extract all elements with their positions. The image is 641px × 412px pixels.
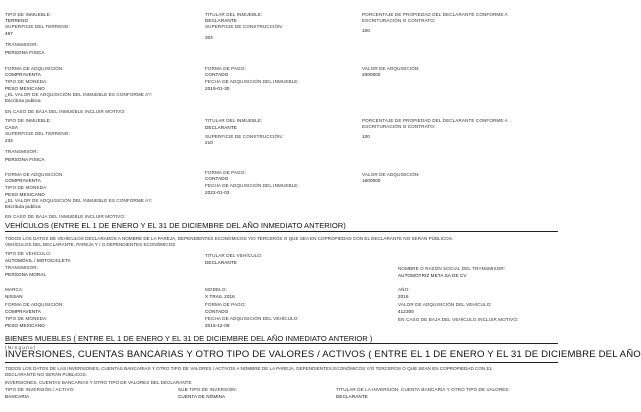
inmueble2-forma-pago-label: FORMA DE PAGO: <box>205 170 246 175</box>
inmueble1-valor-label: VALOR DE ADQUISICIÓN: <box>362 66 420 71</box>
vehiculo-titular: DECLARANTE <box>205 260 237 265</box>
inmueble2-conforme-label: ¿EL VALOR DE ADQUISICIÓN DEL INMUEBLE ES CONFORME A?: <box>5 198 153 203</box>
inmueble2-valor: 1600000 <box>362 178 381 183</box>
vehiculo-modelo-label: MODELO: <box>205 287 227 292</box>
inmueble1-sup-constr: 304 <box>205 35 213 40</box>
inmueble2-valor-label: VALOR DE ADQUISICIÓN: <box>362 172 420 177</box>
vehiculos-divider <box>5 231 558 232</box>
inmueble1-conforme-label: ¿EL VALOR DE ADQUISICIÓN DEL INMUEBLE ES CONFORME A?: <box>5 92 153 97</box>
vehiculo-razon-label: NOMBRE O RAZÓN SOCIAL DEL TRANSMISOR: <box>398 266 506 271</box>
vehiculo-fecha: 2016-12-09 <box>205 323 230 328</box>
inmueble1-sup-terreno: 467 <box>5 31 13 36</box>
vehiculos-privacy-note: TODOS LOS DATOS DE VEHÍCULOS DECLARADOS A NOMBRE DE LA PAREJA, DEPENDIENTES ECONÓMICOS Y/O TERCEROS O QUE SEA EN COPROPIEDAD CON EL DECLARANTE NO SERÁN PÚBLICOS. <box>5 236 454 241</box>
vehiculo-valor-label: VALOR DE ADQUISICIÓN DEL VEHÍCULO: <box>398 302 492 307</box>
vehiculo-anio: 2016 <box>398 294 409 299</box>
vehiculos-heading: VEHÍCULOS (ENTRE EL 1 DE ENERO Y EL 31 DE DICIEMBRE DEL AÑO INMEDIATO ANTERIOR) <box>5 221 346 230</box>
inmueble1-sup-constr-label: SUPERFICIE DE CONSTRUCCIÓN: <box>205 24 283 29</box>
inmueble1-transmisor: PERSONA FISICA <box>5 50 45 55</box>
inmueble2-baja-label: EN CASO DE BAJA DEL INMUEBLE INCLUIR MOTIVO: <box>5 214 126 219</box>
inmueble1-porc: 100 <box>362 28 370 33</box>
vehiculo-marca-label: MARCA: <box>5 287 24 292</box>
inmueble2-sup-constr-label: SUPERFICIE DE CONSTRUCCIÓN: <box>205 134 283 139</box>
inversiones-privacy-note-1: TODOS LOS DATOS DE LAS INVERSIONES, CUENTAS BANCARIAS Y OTRO TIPO DE VALORES / ACTIVOS A NOMBRE DE LA PAREJA, DEPENDIENTES ECONÓMICOS Y/O TERCEROS O QUE SEAN EN COPROPIEDAD CON EL <box>5 366 493 371</box>
inversion-subtipo: CUENTA DE NÓMINA <box>178 394 226 399</box>
inversiones-divider <box>5 362 558 363</box>
inmueble2-porc-label-2: ESCRITURACIÓN O CONTRATO: <box>362 124 436 129</box>
inmueble2-tipo-label: TIPO DE INMUEBLE: <box>5 118 52 123</box>
inversiones-privacy-note-2: DECLARANTE NO SERÁN PÚBLICOS. <box>5 372 87 377</box>
inversiones-subheading: INVERSIONES, CUENTAS BANCARIAS Y OTRO TIPO DE VALORES DEL DECLARANTE <box>5 380 192 385</box>
inmueble2-tipo: CASA <box>5 125 18 130</box>
inmueble1-forma-adq: COMPRAVENTA <box>5 72 41 77</box>
inmueble2-moneda: PESO MEXICANO <box>5 192 45 197</box>
vehiculo-moneda-label: TIPO DE MONEDA: <box>5 316 48 321</box>
inmueble1-baja-label: EN CASO DE BAJA DEL INMUEBLE INCLUIR MOTIVO: <box>5 109 126 114</box>
inmueble2-sup-terreno-label: SUPERFICIE DEL TERRENO: <box>5 131 70 136</box>
vehiculo-baja-label: EN CASO DE BAJA DEL VEHÍCULO INCLUIR MOTIVO: <box>398 317 519 322</box>
vehiculo-transmisor: PERSONA MORAL <box>5 272 47 277</box>
inmueble1-porc-label-2: ESCRITURACIÓN O CONTRATO: <box>362 18 436 23</box>
inmueble1-sup-terreno-label: SUPERFICIE DEL TERRENO: <box>5 24 70 29</box>
inmueble2-porc: 100 <box>362 134 370 139</box>
bienes-muebles-heading: BIENES MUEBLES ( ENTRE EL 1 DE ENERO Y EL 31 DE DICIEMBRE DEL AÑO INMEDIATO ANTERIOR ) <box>5 334 373 343</box>
inmueble2-porc-label-1: PORCENTAJE DE PROPIEDAD DEL DECLARANTE CONFORME A <box>362 118 508 123</box>
inmueble2-moneda-label: TIPO DE MONEDA: <box>5 185 48 190</box>
inversiones-heading: INVERSIONES, CUENTAS BANCARIAS Y OTRO TIPO DE VALORES / ACTIVOS ( ENTRE EL 1 DE ENERO Y EL 31 DE DICIEMBRE DEL AÑO <box>5 349 641 360</box>
inversion-subtipo-label: SUB TIPO DE INVERSIÓN: <box>178 387 238 392</box>
inmueble1-fecha: 2019-01-30 <box>205 86 230 91</box>
vehiculos-subheading: VEHÍCULOS DEL DECLARANTE, PAREJA Y / O DEPENDIENTES ECONÓMICOS <box>5 242 176 247</box>
inmueble2-forma-adq-label: FORMA DE ADQUISICIÓN: <box>5 172 64 177</box>
inmueble1-forma-pago-label: FORMA DE PAGO: <box>205 66 246 71</box>
vehiculo-forma-adq-label: FORMA DE ADQUISICIÓN: <box>5 302 64 307</box>
inmueble2-titular: DECLARANTE <box>205 125 237 130</box>
bienes-muebles-ninguno: ( N i n g u n o ) <box>5 345 36 350</box>
inmueble1-moneda-label: TIPO DE MONEDA: <box>5 79 48 84</box>
inmueble2-sup-constr: 210 <box>205 140 213 145</box>
inmueble1-fecha-label: FECHA DE ADQUISICIÓN DEL INMUEBLE: <box>205 79 299 84</box>
inmueble1-moneda: PESO MEXICANO <box>5 86 45 91</box>
inmueble1-valor: 2000000 <box>362 72 381 77</box>
vehiculo-tipo-label: TIPO DE VEHÍCULO: <box>5 251 52 256</box>
inmueble1-titular: DECLARANTE <box>205 18 237 23</box>
vehiculo-forma-pago-label: FORMA DE PAGO: <box>205 302 246 307</box>
inmueble2-transmisor-label: TRANSMISOR: <box>5 149 39 154</box>
inversion-titular: DECLARANTE <box>336 394 368 399</box>
inmueble1-tipo: TERRENO <box>5 18 29 23</box>
vehiculo-marca: NISSAN <box>5 294 23 299</box>
inmueble2-fecha-label: FECHA DE ADQUISICIÓN DEL INMUEBLE: <box>205 183 299 188</box>
vehiculo-valor: 412300 <box>398 309 414 314</box>
inversion-titular-label: TITULAR DE LA INVERSIÓN, CUENTA BANCARIA Y OTRO TIPO DE VALORES: <box>336 387 510 392</box>
inmueble2-forma-pago: CONTADO <box>205 176 229 181</box>
inmueble1-tipo-label: TIPO DE INMUEBLE: <box>5 12 52 17</box>
vehiculo-forma-pago: CONTADO <box>205 309 229 314</box>
inmueble2-transmisor: PERSONA FISICA <box>5 157 45 162</box>
vehiculo-tipo: AUTOMÓVIL / MOTOCICLETA <box>5 258 71 263</box>
inmueble1-porc-label-1: PORCENTAJE DE PROPIEDAD DEL DECLARANTE CONFORME A <box>362 12 508 17</box>
inmueble1-forma-adq-label: FORMA DE ADQUISICIÓN: <box>5 66 64 71</box>
inmueble1-conforme: Escritura publica <box>5 98 41 103</box>
inmueble2-fecha: 2022-01-03 <box>205 190 230 195</box>
vehiculo-transmisor-label: TRANSMISOR: <box>5 265 39 270</box>
bienes-muebles-divider <box>5 343 558 344</box>
vehiculo-moneda: PESO MEXICANO <box>5 323 45 328</box>
inmueble1-transmisor-label: TRANSMISOR: <box>5 42 39 47</box>
inmueble1-titular-label: TITULAR DEL INMUEBLE: <box>205 12 263 17</box>
inmueble2-forma-adq: COMPRAVENTA <box>5 178 41 183</box>
inmueble2-sup-terreno: 234 <box>5 138 13 143</box>
vehiculo-forma-adq: COMPRAVENTA <box>5 309 41 314</box>
vehiculo-anio-label: AÑO: <box>398 287 410 292</box>
inmueble2-titular-label: TITULAR DEL INMUEBLE: <box>205 118 263 123</box>
vehiculo-razon: AUTOMOTRIZ META SA DE CV <box>398 273 467 278</box>
vehiculo-titular-label: TITULAR DEL VEHÍCULO: <box>205 253 263 258</box>
inversion-tipo: BANCARIA <box>5 394 30 399</box>
inmueble1-forma-pago: CONTADO <box>205 72 229 77</box>
vehiculo-modelo: X TRAIL 2016 <box>205 294 235 299</box>
inmueble2-conforme: Escritura publica <box>5 204 41 209</box>
vehiculo-fecha-label: FECHA DE ADQUISICIÓN DEL VEHÍCULO: <box>205 316 299 321</box>
inversion-tipo-label: TIPO DE INVERSIÓN / ACTIVO: <box>5 387 75 392</box>
